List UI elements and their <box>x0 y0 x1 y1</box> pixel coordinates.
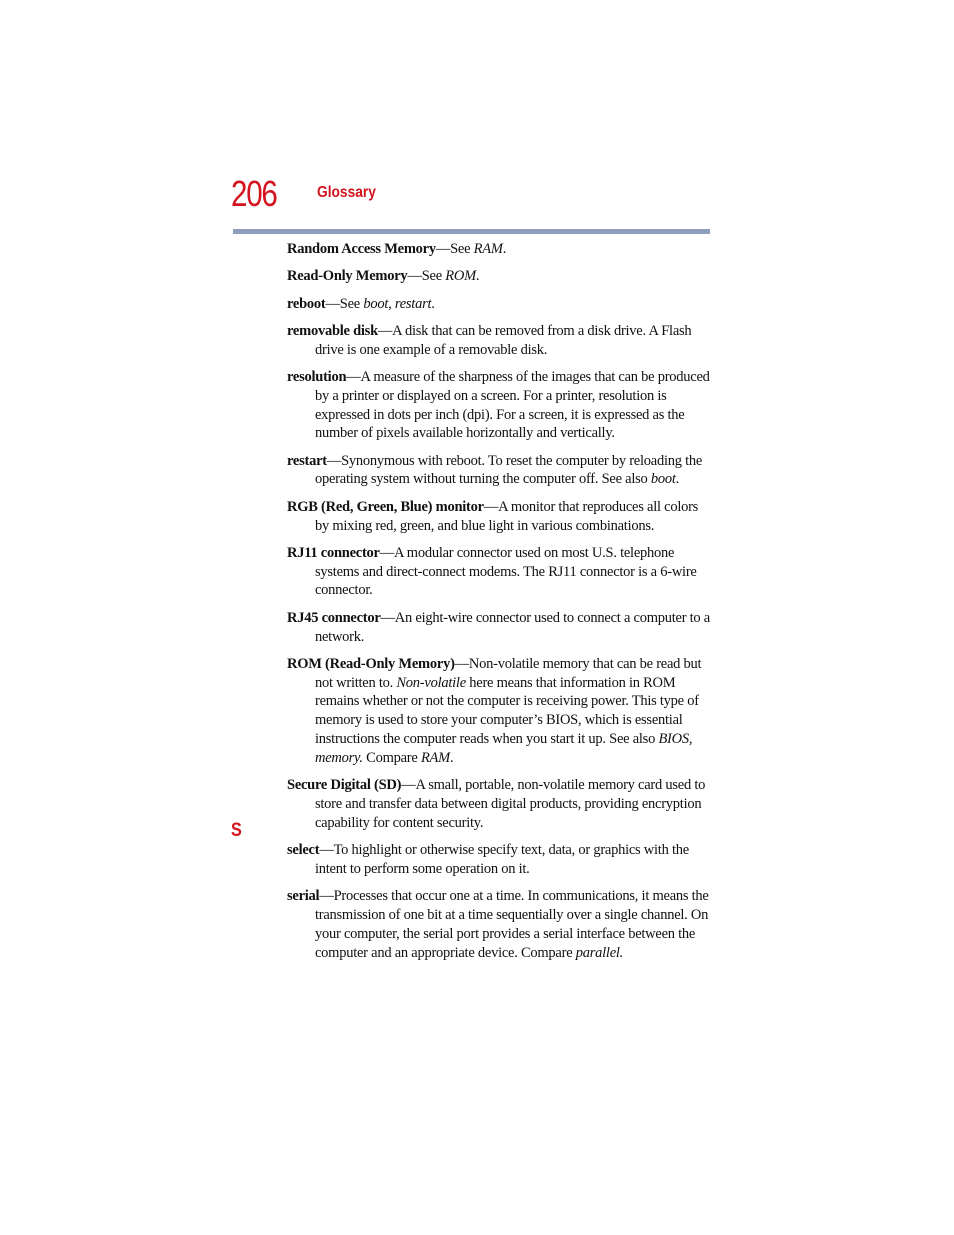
definition-text: . <box>475 268 480 285</box>
definition-emphasis: RAM <box>473 241 503 257</box>
glossary-term: RJ11 connector <box>287 544 380 561</box>
glossary-entry <box>287 240 711 259</box>
definition-text: —To highlight or otherwise specify text, data, or graphics with the intent to perform some operation on it. <box>315 842 689 877</box>
definition-text: Compare <box>362 749 421 766</box>
definition-text: —An eight-wire connector used to connect a computer to a network. <box>315 609 710 645</box>
glossary-term: restart <box>287 452 327 469</box>
glossary-term: Read-Only Memory <box>287 268 408 285</box>
definition-emphasis: restart <box>394 295 432 312</box>
glossary-entry <box>287 655 711 768</box>
glossary-term: Random Access Memory <box>287 241 436 257</box>
definition-text: . <box>502 241 507 257</box>
glossary-term: serial <box>287 888 320 905</box>
glossary-term: RJ45 connector <box>287 609 381 626</box>
definition-text: —See <box>407 268 446 285</box>
definition-text: —Synonymous with reboot. To reset the computer by reloading the operating system without turning the computer off. See also <box>315 452 703 488</box>
glossary-entry <box>287 841 711 879</box>
glossary-term: resolution <box>287 368 347 385</box>
glossary-entries <box>287 240 711 971</box>
glossary-term: select <box>287 842 320 859</box>
definition-text: here means that information in ROM remains whether or not the computer is receiving power. This type of memory is used to store your computer’s BIOS, which is essential instructions the computer reads when you start it up. See also <box>315 674 699 748</box>
glossary-entry <box>287 452 711 490</box>
definition-text: —Processes that occur one at a time. In communications, it means the transmission of one bit at a time sequentially over a single channel. On your computer, the serial port provides a serial interface between the computer and an appropriate device. Compare <box>315 888 709 961</box>
definition-text: —See <box>435 241 474 257</box>
glossary-entry <box>287 267 711 286</box>
glossary-entry <box>287 322 711 360</box>
glossary-entry <box>287 498 711 536</box>
definition-text: —A small, portable, non-volatile memory card used to store and transfer data between digital products, providing encryption capability for content security. <box>315 777 706 831</box>
definition-emphasis: Non-volatile <box>396 674 466 691</box>
definition-text: —A disk that can be removed from a disk drive. A Flash drive is one example of a removable disk. <box>315 322 692 358</box>
glossary-entry <box>287 887 711 962</box>
glossary-term: Secure Digital (SD) <box>287 777 402 794</box>
definition-emphasis: RAM <box>420 749 450 766</box>
glossary-entry <box>287 544 711 600</box>
page-number: 206 <box>231 173 277 214</box>
definition-emphasis: boot <box>650 471 676 488</box>
glossary-term: RGB (Red, Green, Blue) monitor <box>287 498 484 515</box>
letter-section-marker: S <box>231 820 242 841</box>
header-rule <box>233 229 710 234</box>
definition-emphasis: parallel. <box>575 944 624 961</box>
definition-text: . <box>675 471 680 488</box>
definition-text: . <box>431 295 435 312</box>
definition-text: —See <box>325 295 364 312</box>
definition-text: —A monitor that reproduces all colors by mixing red, green, and blue light in various combinations. <box>315 498 699 534</box>
glossary-entry <box>287 609 711 647</box>
glossary-entry <box>287 368 711 443</box>
definition-text: . <box>450 749 454 766</box>
glossary-term: reboot <box>287 295 326 312</box>
definition-text: —Non-volatile memory that can be read but not written to. <box>315 655 702 691</box>
definition-text: —A modular connector used on most U.S. telephone systems and direct-connect modems. The RJ11 connector is a 6-wire connector. <box>315 544 697 599</box>
definition-emphasis: ROM <box>445 268 476 285</box>
definition-emphasis: BIOS, memory. <box>315 731 693 766</box>
glossary-entry <box>287 776 711 832</box>
definition-text: , <box>388 295 395 312</box>
section-title: Glossary <box>317 184 376 201</box>
glossary-entry <box>287 295 711 314</box>
glossary-term: removable disk <box>287 322 378 339</box>
definition-text: —A measure of the sharpness of the images that can be produced by a printer or displayed on a screen. For a printer, resolution is expressed in dots per inch (dpi). For a screen, it is expressed as the number of pixels available horizontally and vertically. <box>315 368 710 442</box>
definition-emphasis: boot <box>363 295 389 312</box>
glossary-term: ROM (Read-Only Memory) <box>287 655 455 672</box>
